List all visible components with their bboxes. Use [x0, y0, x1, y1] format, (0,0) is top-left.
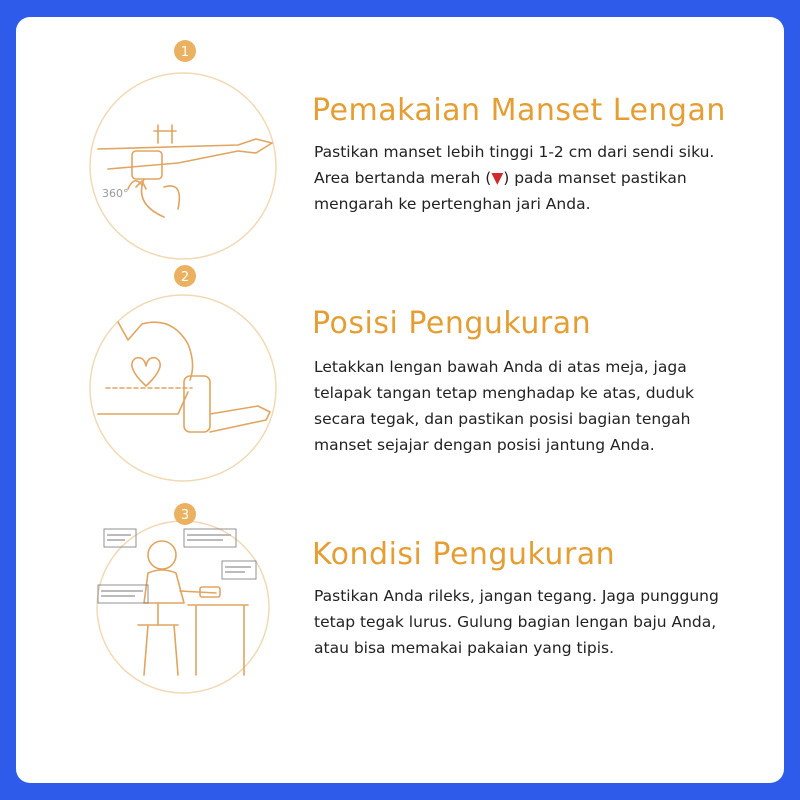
step-1-illustration [88, 39, 278, 261]
arm-cuff-wrap-illustration-icon [88, 39, 278, 261]
red-marker-icon: ▼ [491, 169, 504, 187]
instruction-card [16, 17, 784, 783]
step-1-description [314, 139, 744, 217]
step-3-line-2: tetap tegak lurus. Gulung bagian lengan baju Anda, [314, 613, 717, 631]
step-3-line-1: Pastikan Anda rileks, jangan tegang. Jaga punggung [314, 587, 719, 605]
rotation-label: 360° [102, 187, 129, 200]
step-2-line-3: secara tegak, dan pastikan posisi bagian tengah [314, 410, 691, 428]
step-2-line-1: Letakkan lengan bawah Anda di atas meja, jaga [314, 358, 687, 376]
step-number: 3 [180, 508, 190, 523]
step-2-title: Posisi Pengukuran [312, 306, 592, 341]
step-2-illustration [88, 264, 278, 486]
step-3-description [314, 583, 744, 661]
step-1-title: Pemakaian Manset Lengan [312, 93, 726, 128]
step-number: 2 [180, 270, 190, 285]
step-3-line-3: atau bisa memakai pakaian yang tipis. [314, 639, 615, 657]
step-number: 1 [180, 45, 190, 60]
step-2-line-4: manset sejajar dengan posisi jantung Anda. [314, 436, 655, 454]
step-2-line-2: telapak tangan tetap menghadap ke atas, duduk [314, 384, 695, 402]
step-1-line-3: mengarah ke pertenghan jari Anda. [314, 195, 591, 213]
arm-at-heart-level-illustration-icon [88, 264, 278, 486]
step-1-line-1: Pastikan manset lebih tinggi 1-2 cm dari sendi siku. [314, 143, 715, 161]
step-3-illustration [88, 495, 278, 717]
step-3-title: Kondisi Pengukuran [312, 537, 616, 572]
seated-person-at-table-illustration-icon [88, 495, 278, 717]
step-2-description [314, 354, 744, 458]
step-1-line-2: Area bertanda merah (▼) pada manset pastikan [314, 169, 687, 187]
